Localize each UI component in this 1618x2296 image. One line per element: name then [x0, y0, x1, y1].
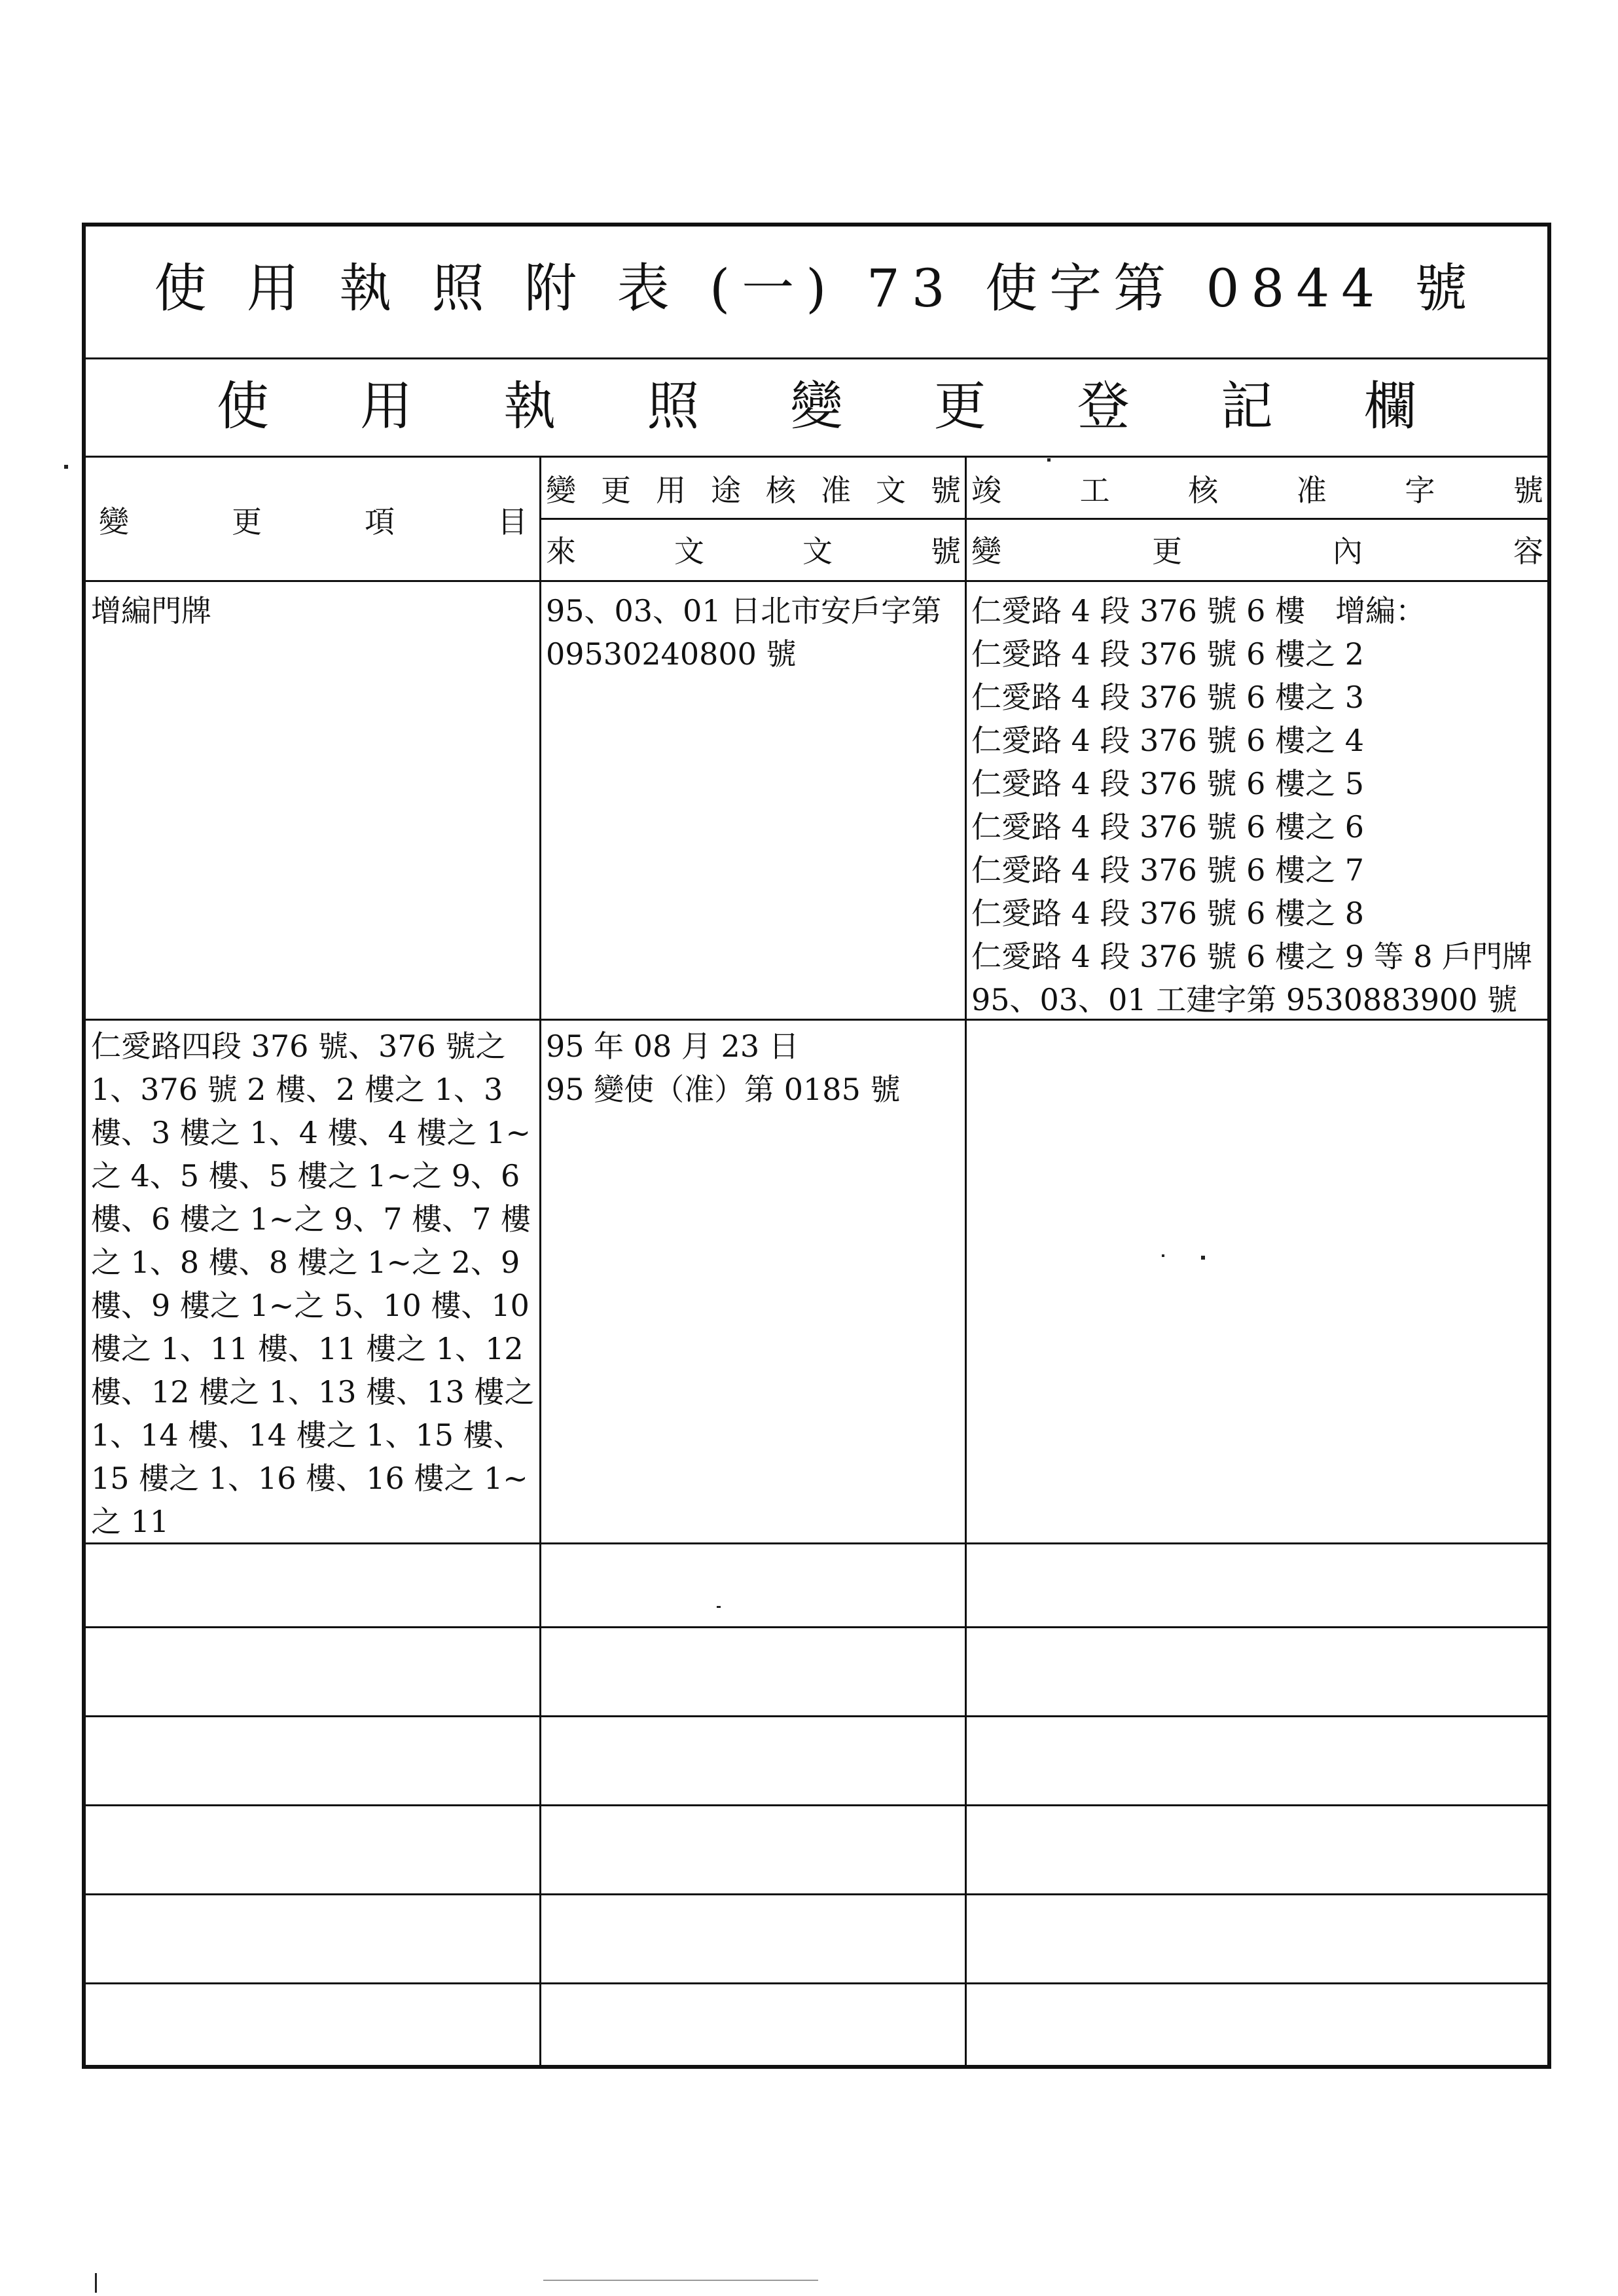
- header-char: 竣: [971, 473, 1001, 508]
- scan-speck: [1047, 458, 1051, 462]
- header-char: 文: [802, 534, 833, 569]
- header-char: 目: [497, 503, 528, 539]
- scan-speck: [717, 1606, 721, 1608]
- header-char: 號: [931, 473, 961, 508]
- row1-content: 仁愛路 4 段 376 號 6 樓 增編： 仁愛路 4 段 376 號 6 樓之 2 仁愛路 4 段 376 號 6 樓之 3 仁愛路 4 段 376 號 6 樓之 4 仁愛路 4 段 376 號 6 樓之 5 仁愛路 4 段 376 號 6 樓之 6 仁愛路 4 段 376 號 6 樓之 7 仁愛路 4 段 376 號 6 樓之 8 仁愛路 4 段 376 號 6 樓之 9 等 8 戶門牌 95、03、01 工建字第 9530883900 號: [971, 593, 1533, 1017]
- subtitle-char: 用: [360, 376, 413, 437]
- header-char: 變: [546, 473, 576, 508]
- header-change-content: [966, 520, 1549, 579]
- license-form: [82, 223, 1551, 2069]
- header-char: 變: [971, 534, 1001, 569]
- subtitle-char: 變: [790, 376, 843, 437]
- header-incoming-doc: [541, 520, 966, 579]
- subtitle-char: 使: [217, 376, 269, 437]
- row2-content: [966, 1022, 1549, 1539]
- header-approval-doc: [541, 459, 966, 518]
- header-char: 內: [1333, 534, 1363, 569]
- form-subtitle: [86, 357, 1547, 456]
- subtitle-char: 更: [933, 376, 986, 437]
- empty-row-divider: [86, 1626, 1547, 1628]
- header-char: 容: [1513, 534, 1543, 569]
- scan-speck: [95, 2273, 97, 2293]
- scan-speck: [64, 465, 68, 469]
- header-char: 途: [711, 473, 741, 508]
- scan-speck: [1162, 1254, 1164, 1257]
- header-char: 用: [656, 473, 686, 508]
- header-char: 准: [1296, 473, 1327, 508]
- header-char: 准: [821, 473, 851, 508]
- header-char: 更: [601, 473, 631, 508]
- header-char: 項: [365, 503, 395, 539]
- divider: [86, 1542, 1547, 1544]
- header-char: 核: [1188, 473, 1219, 508]
- row1-doc: 95、03、01 日北市安戶字第 09530240800 號: [546, 593, 951, 672]
- row2-item: 仁愛路四段 376 號、376 號之 1、376 號 2 樓、2 樓之 1、3 樓、3 樓之 1、4 樓、4 樓之 1~之 4、5 樓、5 樓之 1~之 9、6 樓、6 樓之 1~之 9、7 樓、7 樓之 1、8 樓、8 樓之 1~之 2、9 樓、9 樓之 1~之 5、10 樓、10 樓之 1、11 樓、11 樓之 1、12 樓、12 樓之 1、13 樓、13 樓之 1、14 樓、14 樓之 1、15 樓、15 樓之 1、16 樓、16 樓之 1~之 11: [91, 1029, 544, 1539]
- scan-speck: [543, 2280, 818, 2281]
- scan-speck: [1201, 1256, 1205, 1260]
- divider: [86, 456, 1547, 458]
- header-char: 變: [99, 503, 129, 539]
- header-char: 核: [766, 473, 796, 508]
- header-completion-no: [966, 459, 1549, 518]
- header-char: 號: [931, 534, 961, 569]
- header-item: [86, 459, 541, 580]
- header-char: 字: [1405, 473, 1435, 508]
- subtitle-char: 欄: [1364, 376, 1416, 437]
- subtitle-char: 登: [1077, 376, 1130, 437]
- empty-row-divider: [86, 1715, 1547, 1717]
- subtitle-char: 執: [503, 376, 556, 437]
- divider: [86, 580, 1547, 582]
- header-char: 文: [876, 473, 906, 508]
- subtitle-char: 記: [1220, 376, 1273, 437]
- empty-row-divider: [86, 1893, 1547, 1895]
- header-char: 更: [232, 503, 262, 539]
- header-char: 文: [674, 534, 704, 569]
- row1-item: 增編門牌: [91, 593, 211, 629]
- header-char: 更: [1152, 534, 1182, 569]
- divider: [541, 518, 1547, 520]
- empty-row-divider: [86, 1804, 1547, 1806]
- header-char: 工: [1079, 473, 1110, 508]
- header-char: 號: [1513, 473, 1543, 508]
- row2-doc: 95 年 08 月 23 日 95 變使（准）第 0185 號: [546, 1029, 901, 1107]
- empty-row-divider: [86, 1982, 1547, 1984]
- form-title: 使 用 執 照 附 表 (一) 73 使字第 0844 號: [154, 258, 1479, 319]
- divider: [86, 1019, 1547, 1021]
- column-line: [539, 456, 541, 2069]
- subtitle-char: 照: [647, 376, 700, 437]
- header-char: 來: [546, 534, 576, 569]
- column-line: [965, 456, 967, 2069]
